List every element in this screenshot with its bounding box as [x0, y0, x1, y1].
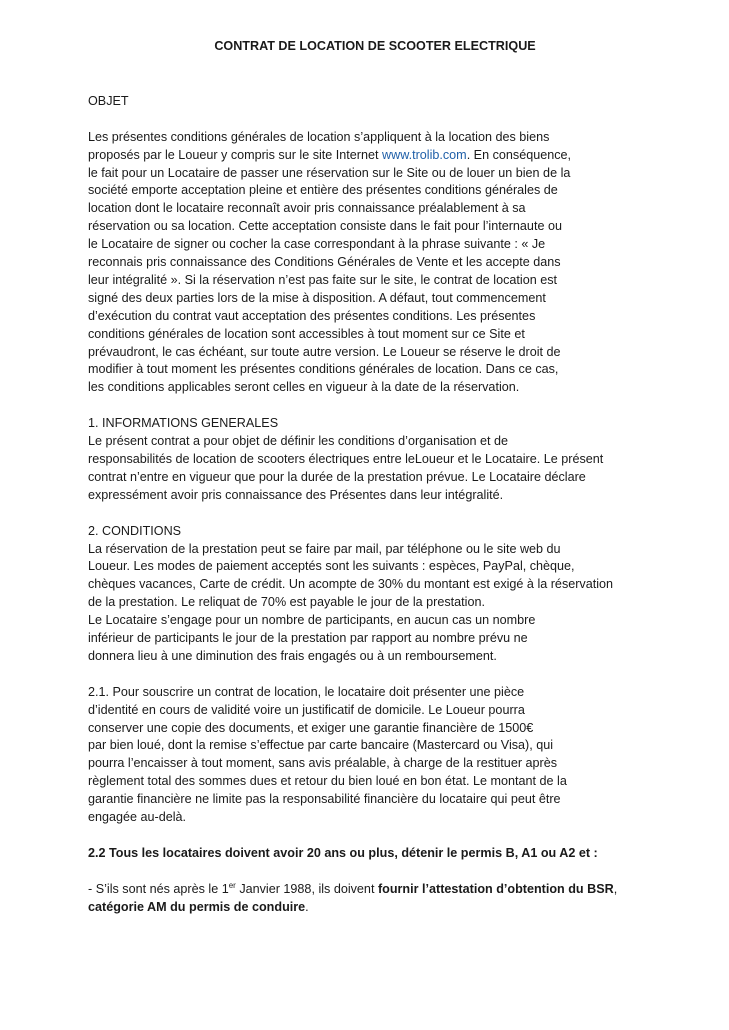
paragraph-line: contrat n’entre en vigueur que pour la durée de la prestation prévue. Le Locataire déclare: [88, 469, 586, 484]
paragraph-line-text: . En conséquence,: [466, 147, 572, 162]
website-link[interactable]: www.trolib.com: [382, 147, 467, 162]
paragraph-line: 2.1. Pour souscrire un contrat de location, le locataire doit présenter une pièce: [88, 684, 525, 699]
bullet-bold-text: fournir l’attestation d’obtention du BSR: [377, 881, 614, 896]
paragraph-line: Les présentes conditions générales de location s’appliquent à la location des biens: [88, 129, 550, 144]
section2-paragraph: [88, 541, 648, 666]
paragraph-line: de la prestation. Le reliquat de 70% est payable le jour de la prestation.: [88, 595, 485, 610]
section2-2-bullet: [88, 881, 648, 917]
paragraph-line: société emporte acceptation pleine et entière des présentes conditions générales de: [88, 183, 558, 198]
paragraph-line: règlement total des sommes dues et retour du bien loué en bon état. Le montant de la: [88, 774, 567, 789]
bullet-text: - S’ils sont nés après le 1: [88, 881, 229, 896]
paragraph-line: modifier à tout moment les présentes conditions générales de location. Dans ce cas,: [88, 362, 559, 377]
paragraph-line: reconnais pris connaissance des Conditions Générales de Vente et les accepte dans: [88, 255, 561, 270]
bullet-line: [88, 899, 648, 917]
objet-paragraph: [88, 129, 648, 398]
paragraph-line: chèques vacances, Carte de crédit. Un acompte de 30% du montant est exigé à la réservation: [88, 577, 614, 592]
paragraph-line: leur intégralité ». Si la réservation n’est pas faite sur le site, le contrat de location est: [88, 272, 558, 287]
paragraph-line: le Locataire de signer ou cocher la case correspondant à la phrase suivante : « Je: [88, 237, 546, 252]
paragraph-line: expressément avoir pris connaissance des Présentes dans leur intégralité.: [88, 487, 504, 502]
section2-heading: 2. CONDITIONS: [88, 523, 182, 538]
paragraph-line: Loueur. Les modes de paiement acceptés sont les suivants : espèces, PayPal, chèque,: [88, 559, 575, 574]
paragraph-line: inférieur de participants le jour de la prestation par rapport au nombre prévu ne: [88, 631, 528, 646]
paragraph-line: Le Locataire s’engage pour un nombre de participants, en aucun cas un nombre: [88, 613, 536, 628]
paragraph-line: conserver une copie des documents, et exiger une garantie financière de 1500€: [88, 720, 534, 735]
paragraph-line: signé des deux parties lors de la mise à disposition. A défaut, tout commencement: [88, 290, 546, 305]
paragraph-line: pourra l’encaisser à tout moment, sans avis préalable, à charge de la restituer après: [88, 756, 558, 771]
section2-2-heading: 2.2 Tous les locataires doivent avoir 20 ans ou plus, détenir le permis B, A1 ou A2 et :: [88, 845, 598, 860]
paragraph-line: location dont le locataire reconnaît avoir pris connaissance préalablement à sa: [88, 201, 526, 216]
paragraph-line: engagée au-delà.: [88, 810, 187, 825]
paragraph-line: donnera lieu à une diminution des frais engagés ou à un remboursement.: [88, 648, 497, 663]
bullet-text: ,: [613, 881, 618, 896]
document-title: CONTRAT DE LOCATION DE SCOOTER ELECTRIQUE: [214, 39, 536, 53]
section1-paragraph: [88, 433, 648, 505]
paragraph-line-with-link: [88, 147, 648, 165]
paragraph-line: prévaudront, le cas échéant, sur toute autre version. Le Loueur se réserve le droit de: [88, 344, 561, 359]
paragraph-line: Le présent contrat a pour objet de définir les conditions d’organisation et de: [88, 434, 509, 449]
paragraph-line: conditions générales de location sont accessibles à tout moment sur ce Site et: [88, 326, 525, 341]
paragraph-line: responsabilités de location de scooters électriques entre leLoueur et le Locataire. Le présent: [88, 452, 604, 466]
document-page: [88, 38, 648, 917]
paragraph-line: La réservation de la prestation peut se faire par mail, par téléphone ou le site web du: [88, 541, 561, 556]
bullet-text: Janvier 1988, ils doivent: [235, 881, 378, 896]
paragraph-line: d’identité en cours de validité voire un justificatif de domicile. Le Loueur pourra: [88, 702, 525, 717]
paragraph-line: réservation ou sa location. Cette acceptation consiste dans le fait pour l’internaute ou: [88, 219, 562, 234]
section2-1-paragraph: [88, 684, 648, 827]
bullet-bold-text: catégorie AM du permis de conduire: [88, 899, 306, 914]
section1-heading: 1. INFORMATIONS GENERALES: [88, 416, 279, 431]
objet-heading: OBJET: [88, 93, 129, 108]
paragraph-line: d’exécution du contrat vaut acceptation des présentes conditions. Les présentes: [88, 308, 536, 323]
paragraph-line: le fait pour un Locataire de passer une réservation sur le Site ou de louer un bien de la: [88, 165, 571, 180]
paragraph-line-text: proposés par le Loueur y compris sur le site Internet: [88, 147, 382, 162]
ordinal-suffix: er: [228, 880, 236, 890]
paragraph-line: par bien loué, dont la remise s’effectue par carte bancaire (Mastercard ou Visa), qui: [88, 738, 554, 753]
paragraph-line: garantie financière ne limite pas la responsabilité financière du locataire qui peut être: [88, 792, 561, 807]
paragraph-line: les conditions applicables seront celles en vigueur à la date de la réservation.: [88, 380, 520, 395]
bullet-text: .: [305, 899, 309, 914]
bullet-line: [88, 881, 648, 899]
